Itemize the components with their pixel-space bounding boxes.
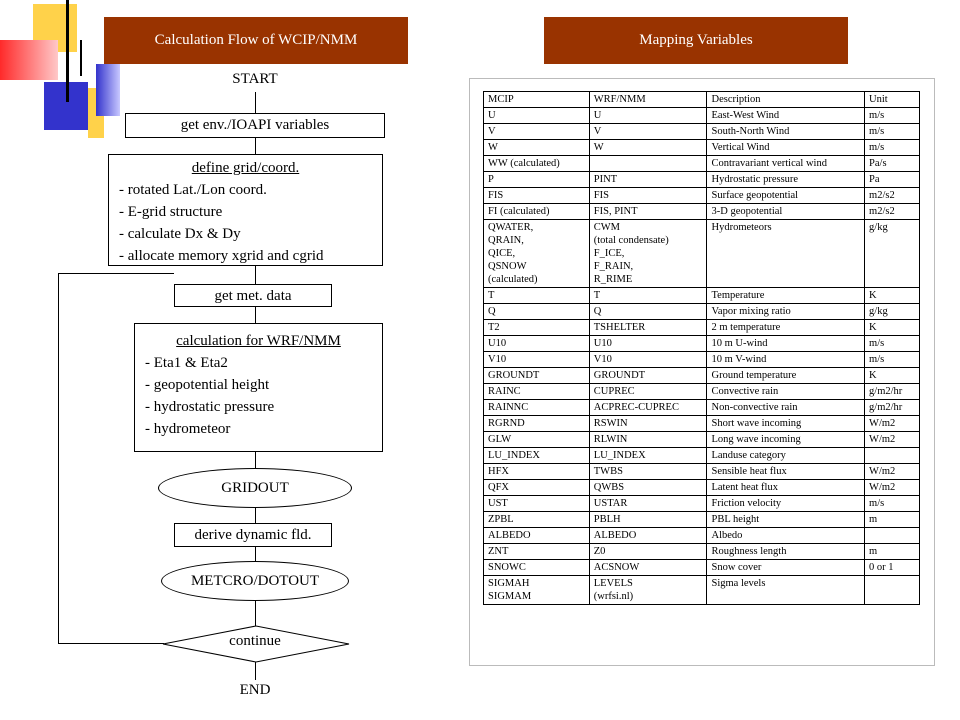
- table-row: [484, 352, 920, 368]
- calc-item: - hydrostatic pressure: [145, 399, 275, 415]
- table-cell: g/kg: [865, 220, 920, 288]
- table-row: [484, 448, 920, 464]
- table-row: [484, 560, 920, 576]
- get-env-text: get env./IOAPI variables: [180, 117, 330, 133]
- table-cell: FIS: [589, 188, 707, 204]
- table-row: [484, 400, 920, 416]
- table-cell: 0 or 1: [865, 560, 920, 576]
- table-cell: Short wave incoming: [707, 416, 865, 432]
- table-row: [484, 172, 920, 188]
- table-row: [484, 368, 920, 384]
- table-cell: [865, 448, 920, 464]
- table-cell: Surface geopotential: [707, 188, 865, 204]
- table-row: [484, 140, 920, 156]
- table-cell: m/s: [865, 352, 920, 368]
- table-cell: m: [865, 544, 920, 560]
- table-cell: LEVELS (wrfsi.nl): [589, 576, 707, 605]
- table-row: [484, 544, 920, 560]
- table-cell: T: [484, 288, 590, 304]
- table-cell: W/m2: [865, 464, 920, 480]
- get-met-box: [174, 284, 332, 307]
- get-env-box: [125, 113, 385, 138]
- table-cell: Z0: [589, 544, 707, 560]
- table-row: [484, 480, 920, 496]
- define-grid-box: [108, 154, 383, 266]
- table-cell: V: [589, 124, 707, 140]
- table-cell: Latent heat flux: [707, 480, 865, 496]
- table-cell: P: [484, 172, 590, 188]
- table-cell: LU_INDEX: [484, 448, 590, 464]
- metcro-ellipse: [161, 561, 349, 601]
- table-cell: SNOWC: [484, 560, 590, 576]
- table-row: [484, 188, 920, 204]
- table-row: [484, 512, 920, 528]
- derive-text: derive dynamic fld.: [194, 527, 312, 543]
- table-cell: RSWIN: [589, 416, 707, 432]
- connector: [255, 452, 256, 468]
- table-row: [484, 108, 920, 124]
- table-cell: Roughness length: [707, 544, 865, 560]
- decor-red-square: [0, 40, 58, 80]
- connector: [255, 266, 256, 284]
- table-cell: m2/s2: [865, 188, 920, 204]
- calc-item: - hydrometeor: [145, 421, 231, 437]
- table-cell: Vapor mixing ratio: [707, 304, 865, 320]
- table-row: [484, 304, 920, 320]
- connector: [255, 508, 256, 523]
- table-cell: Non-convective rain: [707, 400, 865, 416]
- table-cell: UST: [484, 496, 590, 512]
- table-header-row: [484, 92, 920, 108]
- table-cell: South-North Wind: [707, 124, 865, 140]
- start-label: START: [232, 71, 278, 87]
- table-cell: QFX: [484, 480, 590, 496]
- table-cell: PBL height: [707, 512, 865, 528]
- table-cell: W/m2: [865, 432, 920, 448]
- table-cell: HFX: [484, 464, 590, 480]
- table-row: [484, 156, 920, 172]
- grid-item: - rotated Lat./Lon coord.: [119, 182, 267, 198]
- table-cell: m/s: [865, 108, 920, 124]
- table-cell: K: [865, 368, 920, 384]
- table-row: [484, 496, 920, 512]
- connector: [255, 306, 256, 323]
- table-cell: m/s: [865, 124, 920, 140]
- table-cell: g/kg: [865, 304, 920, 320]
- table-cell: GLW: [484, 432, 590, 448]
- table-cell: Albedo: [707, 528, 865, 544]
- mapping-table-body: [484, 92, 920, 605]
- table-cell: W: [484, 140, 590, 156]
- table-cell: m2/s2: [865, 204, 920, 220]
- table-cell: K: [865, 320, 920, 336]
- get-met-text: get met. data: [214, 288, 292, 304]
- table-cell: Snow cover: [707, 560, 865, 576]
- table-row: [484, 576, 920, 605]
- table-row: [484, 384, 920, 400]
- table-cell: U: [589, 108, 707, 124]
- table-cell: QWBS: [589, 480, 707, 496]
- table-cell: PINT: [589, 172, 707, 188]
- table-cell: Vertical Wind: [707, 140, 865, 156]
- table-cell: 3-D geopotential: [707, 204, 865, 220]
- table-cell: V: [484, 124, 590, 140]
- table-cell: 10 m V-wind: [707, 352, 865, 368]
- connector: [255, 547, 256, 561]
- gridout-ellipse: [158, 468, 352, 508]
- table-cell: g/m2/hr: [865, 384, 920, 400]
- table-cell: K: [865, 288, 920, 304]
- table-row: [484, 288, 920, 304]
- table-cell: ACSNOW: [589, 560, 707, 576]
- table-cell: m/s: [865, 140, 920, 156]
- calculation-box: [134, 323, 383, 452]
- table-row: [484, 336, 920, 352]
- table-cell: 10 m U-wind: [707, 336, 865, 352]
- decor-blue-strip: [96, 64, 120, 116]
- table-cell: Sigma levels: [707, 576, 865, 605]
- table-cell: Convective rain: [707, 384, 865, 400]
- table-cell: 2 m temperature: [707, 320, 865, 336]
- right-title-banner: [544, 17, 848, 64]
- table-row: [484, 220, 920, 288]
- calc-item: - geopotential height: [145, 377, 270, 393]
- table-cell: Sensible heat flux: [707, 464, 865, 480]
- table-cell: WW (calculated): [484, 156, 590, 172]
- table-cell: T2: [484, 320, 590, 336]
- table-cell: Q: [589, 304, 707, 320]
- table-cell: U10: [589, 336, 707, 352]
- table-cell: ZPBL: [484, 512, 590, 528]
- table-cell: Landuse category: [707, 448, 865, 464]
- table-cell: T: [589, 288, 707, 304]
- table-cell: Pa/s: [865, 156, 920, 172]
- table-cell: Ground temperature: [707, 368, 865, 384]
- left-title: Calculation Flow of WCIP/NMM: [154, 32, 358, 48]
- table-cell: ACPREC-CUPREC: [589, 400, 707, 416]
- continue-text: continue: [229, 633, 281, 649]
- table-cell: ALBEDO: [484, 528, 590, 544]
- table-cell: CWM (total condensate) F_ICE, F_RAIN, R_RIME: [589, 220, 707, 288]
- table-cell: TWBS: [589, 464, 707, 480]
- table-cell: W: [589, 140, 707, 156]
- loop-line-left: [58, 273, 59, 644]
- table-cell: U: [484, 108, 590, 124]
- grid-item: - calculate Dx & Dy: [119, 226, 241, 242]
- header-cell: MCIP: [484, 92, 590, 108]
- table-cell: Pa: [865, 172, 920, 188]
- table-cell: RAINNC: [484, 400, 590, 416]
- header-cell: WRF/NMM: [589, 92, 707, 108]
- table-row: [484, 416, 920, 432]
- table-row: [484, 528, 920, 544]
- connector: [255, 92, 256, 113]
- table-row: [484, 464, 920, 480]
- table-cell: Contravariant vertical wind: [707, 156, 865, 172]
- table-cell: CUPREC: [589, 384, 707, 400]
- header-cell: Unit: [865, 92, 920, 108]
- table-cell: Friction velocity: [707, 496, 865, 512]
- table-row: [484, 204, 920, 220]
- table-cell: U10: [484, 336, 590, 352]
- loop-line-top: [58, 273, 174, 274]
- table-cell: [589, 156, 707, 172]
- table-cell: Hydrostatic pressure: [707, 172, 865, 188]
- metcro-text: METCRO/DOTOUT: [190, 572, 320, 589]
- end-label: END: [239, 682, 271, 698]
- table-cell: m: [865, 512, 920, 528]
- table-cell: GROUNDT: [484, 368, 590, 384]
- table-cell: East-West Wind: [707, 108, 865, 124]
- calculation-title: calculation for WRF/NMM: [176, 333, 341, 349]
- gridout-text: GRIDOUT: [221, 479, 289, 496]
- mapping-table: [483, 91, 920, 605]
- header-cell: Description: [707, 92, 865, 108]
- table-cell: Long wave incoming: [707, 432, 865, 448]
- table-cell: m/s: [865, 496, 920, 512]
- table-row: [484, 320, 920, 336]
- table-cell: LU_INDEX: [589, 448, 707, 464]
- table-cell: ZNT: [484, 544, 590, 560]
- derive-box: [174, 523, 332, 547]
- grid-item: - allocate memory xgrid and cgrid: [119, 248, 324, 264]
- table-row: [484, 432, 920, 448]
- table-cell: RAINC: [484, 384, 590, 400]
- table-cell: Hydrometeors: [707, 220, 865, 288]
- table-cell: RLWIN: [589, 432, 707, 448]
- define-grid-title: define grid/coord.: [191, 160, 300, 176]
- left-title-banner: [104, 17, 408, 64]
- table-cell: Q: [484, 304, 590, 320]
- connector: [255, 601, 256, 626]
- table-cell: W/m2: [865, 480, 920, 496]
- table-cell: USTAR: [589, 496, 707, 512]
- table-cell: g/m2/hr: [865, 400, 920, 416]
- table-row: [484, 124, 920, 140]
- table-cell: V10: [589, 352, 707, 368]
- table-cell: V10: [484, 352, 590, 368]
- table-cell: RGRND: [484, 416, 590, 432]
- table-cell: FIS: [484, 188, 590, 204]
- right-title: Mapping Variables: [639, 32, 753, 48]
- table-cell: ALBEDO: [589, 528, 707, 544]
- decor-vertical-line: [66, 0, 69, 102]
- table-cell: GROUNDT: [589, 368, 707, 384]
- table-cell: SIGMAH SIGMAM: [484, 576, 590, 605]
- grid-item: - E-grid structure: [119, 204, 223, 220]
- table-cell: FIS, PINT: [589, 204, 707, 220]
- decor-vertical-line-2: [80, 40, 82, 76]
- table-cell: Temperature: [707, 288, 865, 304]
- table-cell: W/m2: [865, 416, 920, 432]
- table-cell: [865, 528, 920, 544]
- table-cell: m/s: [865, 336, 920, 352]
- table-cell: FI (calculated): [484, 204, 590, 220]
- table-cell: [865, 576, 920, 605]
- table-cell: TSHELTER: [589, 320, 707, 336]
- table-cell: QWATER, QRAIN, QICE, QSNOW (calculated): [484, 220, 590, 288]
- table-cell: PBLH: [589, 512, 707, 528]
- calc-item: - Eta1 & Eta2: [145, 355, 228, 371]
- loop-line-bottom: [58, 643, 164, 644]
- connector: [255, 137, 256, 154]
- connector: [255, 662, 256, 680]
